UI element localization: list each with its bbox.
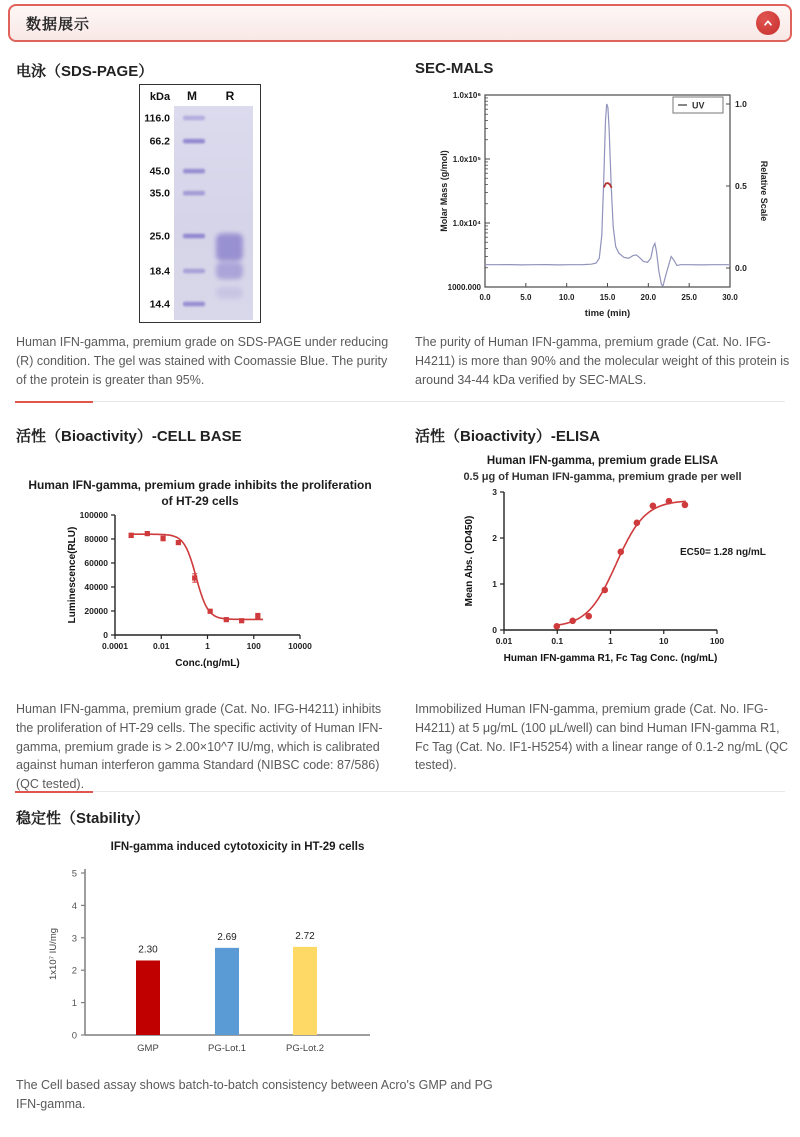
sec-mals-caption: The purity of Human IFN-gamma, premium grade (Cat. No. IFG-H4211) is more than 90% and the molecular weight of this protein is around 34-44 kDa verified by SEC-MALS. [415, 335, 790, 387]
elisa-chart-subtitle: 0.5 μg of Human IFN-gamma, premium grade per well [463, 471, 742, 483]
sds-page-gel-image [139, 84, 261, 323]
svg-text:kDa: kDa [149, 91, 171, 103]
section-divider [15, 791, 785, 792]
svg-text:10: 10 [659, 636, 669, 646]
sec-mals-chart [420, 85, 795, 325]
svg-text:0: 0 [71, 1030, 77, 1042]
svg-text:20.0: 20.0 [640, 293, 657, 302]
svg-text:PG-Lot.1: PG-Lot.1 [207, 1043, 247, 1054]
svg-text:1.0x10⁶: 1.0x10⁶ [452, 91, 481, 100]
section-title-sec-mals: SEC-MALS [415, 60, 494, 77]
svg-text:PG-Lot.2: PG-Lot.2 [285, 1043, 325, 1054]
divider-accent [15, 401, 93, 404]
stability-caption: The Cell based assay shows batch-to-batch consistency between Acro's GMP and PG IFN-gamma. [16, 1078, 493, 1111]
svg-text:0.01: 0.01 [495, 636, 513, 646]
svg-text:1: 1 [71, 998, 77, 1010]
svg-text:10000: 10000 [288, 641, 312, 651]
svg-text:3: 3 [71, 933, 77, 945]
svg-text:Conc.(ng/mL): Conc.(ng/mL) [175, 658, 240, 669]
svg-text:20000: 20000 [84, 606, 108, 616]
svg-text:10.0: 10.0 [558, 293, 575, 302]
svg-text:5: 5 [71, 868, 77, 880]
svg-text:14.4: 14.4 [149, 298, 170, 311]
cell-base-caption: Human IFN-gamma, premium grade (Cat. No. IFG-H4211) inhibits the proliferation of HT-29 cells. The specific activity of Human IFN-gamma, premium grade is > 2.00×10^7 IU/mg, which is calibrated against human interferon gamma Standard (NIBSC code: 87/586) (QC tested). [16, 702, 383, 791]
stability-chart-title: IFN-gamma induced cytotoxicity in HT-29 cells [110, 841, 365, 853]
svg-text:Mean Abs. (OD450): Mean Abs. (OD450) [464, 515, 475, 607]
svg-text:0: 0 [103, 630, 108, 640]
chevron-up-icon [761, 16, 775, 30]
svg-text:2.72: 2.72 [295, 930, 315, 942]
svg-text:18.4: 18.4 [149, 265, 170, 278]
svg-text:60000: 60000 [84, 558, 108, 568]
svg-text:1000.000: 1000.000 [447, 283, 481, 292]
svg-text:0.01: 0.01 [152, 641, 170, 651]
svg-text:Molar Mass (g/mol): Molar Mass (g/mol) [439, 150, 449, 232]
svg-text:M: M [187, 89, 197, 103]
svg-text:3: 3 [492, 487, 497, 497]
svg-text:100000: 100000 [79, 510, 108, 520]
svg-text:2.30: 2.30 [138, 944, 158, 956]
collapse-button[interactable] [756, 11, 780, 35]
svg-text:5.0: 5.0 [520, 293, 532, 302]
divider-accent [15, 791, 93, 794]
svg-text:0: 0 [492, 625, 497, 635]
svg-text:0.1: 0.1 [551, 636, 564, 646]
cell-base-chart [40, 507, 370, 682]
svg-text:4: 4 [71, 900, 77, 912]
svg-text:30.0: 30.0 [722, 293, 738, 302]
elisa-chart-title: Human IFN-gamma, premium grade ELISA [486, 455, 719, 467]
svg-text:time (min): time (min) [584, 308, 631, 319]
svg-text:GMP: GMP [137, 1043, 159, 1054]
svg-text:0.0001: 0.0001 [102, 641, 128, 651]
svg-text:Human IFN-gamma R1, Fc Tag Con: Human IFN-gamma R1, Fc Tag Conc. (ng/mL) [503, 653, 718, 664]
elisa-caption: Immobilized Human IFN-gamma, premium grade (Cat. No. IFG-H4211) at 5 μg/mL (100 μL/well) can bind Human IFN-gamma R1, Fc Tag (Cat. No. IF1-H5254) with a linear range of 0.1-2 ng/mL (QC tested). [415, 702, 789, 773]
svg-text:2: 2 [492, 533, 497, 543]
svg-text:UV: UV [692, 100, 705, 111]
svg-text:25.0: 25.0 [681, 293, 697, 302]
svg-text:1.0: 1.0 [735, 99, 747, 109]
section-title-sds-page: 电泳（SDS-PAGE） [16, 63, 154, 80]
svg-text:15.0: 15.0 [599, 293, 616, 302]
svg-text:1x10⁷ IU/mg: 1x10⁷ IU/mg [48, 927, 59, 981]
section-title-elisa: 活性（Bioactivity）-ELISA [415, 428, 601, 445]
svg-text:2: 2 [71, 965, 77, 977]
svg-text:Relative Scale: Relative Scale [759, 160, 769, 222]
sds-page-caption: Human IFN-gamma, premium grade on SDS-PAGE under reducing (R) condition. The gel was stained with Coomassie Blue. The purity of the protein is greater than 95%. [16, 335, 389, 387]
svg-text:R: R [225, 89, 235, 103]
svg-text:45.0: 45.0 [149, 165, 170, 178]
svg-text:66.2: 66.2 [149, 135, 170, 148]
svg-text:35.0: 35.0 [149, 187, 170, 200]
svg-text:1: 1 [608, 636, 613, 646]
svg-text:1: 1 [492, 579, 497, 589]
svg-text:80000: 80000 [84, 534, 108, 544]
svg-text:0.0: 0.0 [735, 263, 747, 273]
cell-base-chart-title: Human IFN-gamma, premium grade inhibits the proliferation of HT-29 cells [28, 478, 372, 508]
panel-header [8, 4, 792, 42]
svg-text:Luminescence(RLU): Luminescence(RLU) [67, 526, 78, 624]
svg-text:100: 100 [709, 636, 725, 646]
svg-text:0.5: 0.5 [735, 181, 747, 191]
panel-title: 数据展示 [26, 15, 91, 33]
elisa-chart [430, 486, 775, 671]
section-divider [15, 401, 785, 402]
svg-text:0.0: 0.0 [479, 293, 491, 302]
stability-chart [40, 857, 480, 1069]
svg-text:40000: 40000 [84, 582, 108, 592]
svg-text:100: 100 [246, 641, 261, 651]
svg-text:1.0x10⁴: 1.0x10⁴ [452, 219, 481, 228]
section-title-cell-base: 活性（Bioactivity）-CELL BASE [16, 428, 242, 445]
svg-text:25.0: 25.0 [149, 230, 170, 243]
svg-text:116.0: 116.0 [144, 112, 170, 125]
svg-text:1: 1 [205, 641, 210, 651]
svg-text:1.0x10⁵: 1.0x10⁵ [452, 155, 481, 164]
section-title-stability: 稳定性（Stability） [16, 810, 150, 827]
svg-text:EC50= 1.28 ng/mL: EC50= 1.28 ng/mL [680, 547, 766, 558]
svg-text:2.69: 2.69 [217, 931, 237, 943]
